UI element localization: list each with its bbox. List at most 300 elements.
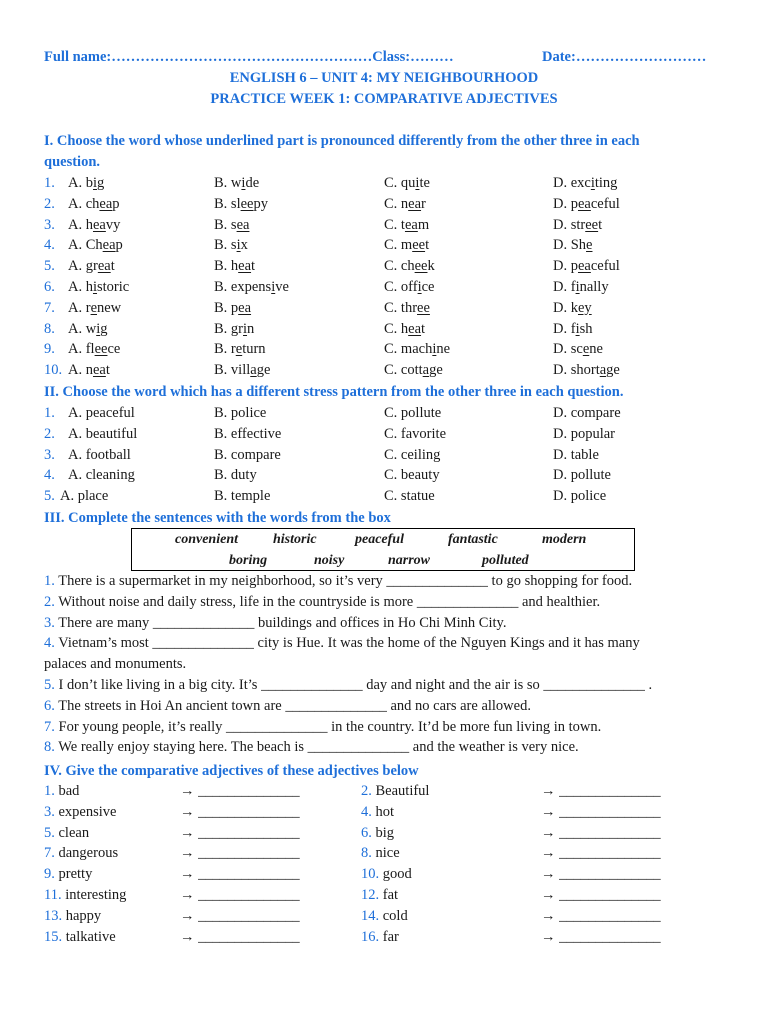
item-number: 12.: [361, 887, 380, 903]
answer-blank[interactable]: → ______________: [180, 866, 300, 883]
answer-blank[interactable]: → ______________: [541, 824, 661, 841]
answer-option[interactable]: [553, 215, 602, 236]
answer-blank[interactable]: → ______________: [180, 887, 300, 903]
underlined-part: e: [582, 341, 590, 358]
option-text: ve: [275, 279, 289, 295]
sentence-line: [44, 737, 724, 758]
box-word: boring: [229, 553, 268, 568]
option-text: A. r: [68, 299, 91, 316]
sentence-text: Without noise and daily stress, life in the countryside is more ______________ and healthier.: [54, 593, 601, 610]
comparative-row: [44, 843, 724, 864]
underlined-part: i: [432, 341, 437, 358]
answer-option[interactable]: [384, 215, 429, 236]
option-text: D. p: [553, 195, 578, 212]
question-number: 4.: [44, 467, 55, 484]
underlined-part: i: [415, 175, 420, 191]
question-row: [44, 235, 724, 256]
adjective-item: [361, 823, 394, 844]
sentence-line: [44, 613, 724, 634]
sentence-text: There are many ______________ buildings and offices in Ho Chi Minh City.: [54, 614, 507, 631]
answer-option[interactable]: [214, 256, 255, 277]
item-number: 9.: [44, 866, 55, 883]
comparative-row: [44, 906, 724, 927]
option-text: k: [427, 258, 435, 275]
sentence-text: I don’t like living in a big city. It’s ______________ day and night and the air is so ______________ .: [54, 677, 653, 693]
underlined-part: i: [236, 237, 241, 254]
answer-blank[interactable]: → ______________: [180, 907, 300, 924]
option-text: ting: [594, 175, 618, 191]
question-row: [44, 319, 724, 340]
answer-option[interactable]: [214, 173, 259, 194]
section2-heading: II. Choose the word which has a different stress pattern from the other three in each question.: [44, 384, 624, 400]
adjective-item: [44, 823, 89, 844]
option-text: t: [421, 320, 426, 337]
header-line: [44, 47, 724, 68]
adjective-text: good: [379, 866, 412, 883]
answer-option[interactable]: A. football: [68, 446, 131, 463]
answer-option[interactable]: [553, 194, 620, 215]
question-number: 6.: [44, 279, 55, 295]
underlined-part: ee: [240, 195, 254, 212]
option-text: A. gr: [68, 258, 98, 275]
answer-option[interactable]: A. cleaning: [68, 467, 135, 484]
section1-heading-cont: question.: [44, 154, 101, 170]
question-row: [44, 298, 724, 319]
question-number: 2.: [44, 425, 55, 442]
option-text: D. f: [553, 279, 576, 295]
answer-option[interactable]: [384, 360, 443, 381]
sentence-line: [44, 633, 724, 654]
adjective-item: [361, 885, 398, 906]
option-text: A. h: [68, 279, 93, 295]
sentence-number: 7.: [44, 718, 55, 735]
answer-option[interactable]: [384, 173, 430, 194]
underlined-part: i: [575, 320, 580, 337]
underlined-part: ee: [94, 341, 108, 358]
option-text: de: [245, 175, 260, 191]
item-number: 4.: [361, 803, 372, 820]
worksheet-title: ENGLISH 6 – UNIT 4: MY NEIGHBOURHOOD: [229, 70, 539, 86]
answer-blank[interactable]: → ______________: [541, 845, 661, 862]
comparative-row: [44, 864, 724, 885]
option-text: ceful: [590, 258, 620, 275]
answer-blank[interactable]: → ______________: [180, 803, 300, 820]
option-text: C. off: [384, 279, 418, 295]
adjective-item: [44, 927, 116, 948]
sentence-line: [44, 571, 724, 592]
option-text: ne: [589, 341, 603, 358]
answer-option[interactable]: D. pollute: [553, 467, 611, 484]
option-text: A. n: [68, 362, 93, 379]
answer-option[interactable]: D. police: [553, 488, 607, 505]
comparative-row: [44, 781, 724, 802]
adjective-text: hot: [371, 803, 395, 820]
option-text: p: [115, 237, 123, 254]
adjective-item: [44, 802, 116, 823]
sentence-text: There is a supermarket in my neighborhood, so it’s very ______________ to go shopping for food.: [54, 573, 633, 589]
option-text: D. Sh: [553, 237, 587, 254]
answer-option[interactable]: [384, 298, 430, 319]
option-text: x: [240, 237, 248, 254]
question-number: 5.: [44, 488, 55, 505]
adjective-text: happy: [62, 907, 102, 924]
option-text: B. w: [214, 175, 242, 191]
option-text: r: [421, 195, 426, 212]
underlined-part: e: [90, 299, 97, 316]
answer-blank[interactable]: → ______________: [541, 928, 661, 945]
option-text: turn: [242, 341, 266, 358]
adjective-item: [44, 843, 118, 864]
answer-option[interactable]: [68, 235, 123, 256]
comparative-row: [44, 823, 724, 844]
answer-blank[interactable]: → ______________: [180, 845, 300, 862]
sentence-number: 8.: [44, 739, 55, 756]
answer-option[interactable]: D. compare: [553, 405, 621, 421]
answer-blank[interactable]: → ______________: [541, 887, 661, 903]
question-row: [44, 403, 724, 424]
item-number: 8.: [361, 845, 372, 862]
question-number: 2.: [44, 195, 55, 212]
adjective-item: [44, 906, 101, 927]
answer-blank[interactable]: → ______________: [180, 783, 300, 799]
adjective-item: [361, 843, 400, 864]
option-text: ge: [429, 362, 443, 379]
answer-option[interactable]: [553, 298, 592, 319]
answer-option[interactable]: C. pollute: [384, 405, 442, 421]
option-text: g: [97, 175, 105, 191]
underlined-part: ea: [577, 195, 591, 212]
adjective-text: bad: [54, 783, 80, 799]
underlined-part: a: [599, 362, 607, 379]
underlined-part: ea: [92, 362, 106, 379]
option-text: vy: [105, 216, 121, 233]
sentence-number: 3.: [44, 614, 55, 631]
underlined-part: ea: [404, 216, 418, 233]
option-text: C. thr: [384, 299, 418, 316]
option-text: A. Ch: [68, 237, 103, 254]
underlined-part: ea: [97, 258, 111, 275]
answer-option[interactable]: [214, 360, 270, 381]
underlined-part: i: [271, 279, 276, 295]
question-row: [44, 256, 724, 277]
question-row: [44, 486, 724, 507]
adjective-item: [44, 885, 126, 906]
section1-heading: I. Choose the word whose underlined part is pronounced differently from the other three in each: [44, 133, 640, 149]
underlined-part: i: [243, 320, 248, 337]
option-text: C. h: [384, 320, 409, 337]
sentence-number: 1.: [44, 573, 55, 589]
full-name-field[interactable]: Full name:………………………………………………Class:………: [44, 49, 454, 65]
underlined-part: ee: [412, 237, 426, 254]
option-text: m: [417, 216, 430, 233]
sentence-number: 5.: [44, 677, 55, 693]
answer-option[interactable]: [214, 339, 266, 360]
sentence-line: [44, 654, 724, 675]
answer-option[interactable]: C. favorite: [384, 425, 447, 442]
item-number: 15.: [44, 928, 63, 945]
section4-heading: IV. Give the comparative adjectives of these adjectives below: [44, 763, 419, 779]
adjective-text: far: [379, 928, 399, 945]
answer-option[interactable]: B. police: [214, 405, 267, 421]
answer-option[interactable]: B. compare: [214, 446, 281, 463]
answer-option[interactable]: [384, 277, 434, 298]
answer-option[interactable]: A. beautiful: [68, 425, 138, 442]
option-text: D. sc: [553, 341, 583, 358]
sentence-text: The streets in Hoi An ancient town are ______________ and no cars are allowed.: [54, 697, 531, 714]
worksheet-subtitle: PRACTICE WEEK 1: COMPARATIVE ADJECTIVES: [210, 91, 558, 107]
answer-option[interactable]: [553, 277, 609, 298]
underlined-part: ee: [417, 299, 430, 316]
answer-blank[interactable]: → ______________: [541, 783, 661, 799]
answer-option[interactable]: A. peaceful: [68, 405, 135, 421]
option-text: B. h: [214, 258, 239, 275]
adjective-item: [361, 802, 394, 823]
item-number: 6.: [361, 824, 372, 841]
adjective-item: [361, 864, 412, 885]
answer-option[interactable]: [68, 298, 121, 319]
option-text: B. s: [214, 216, 237, 233]
option-text: D. k: [553, 299, 578, 316]
answer-option[interactable]: [68, 215, 120, 236]
sentence-number: 2.: [44, 593, 55, 610]
answer-option[interactable]: B. temple: [214, 488, 271, 505]
option-text: D. f: [553, 320, 576, 337]
answer-option[interactable]: [214, 215, 249, 236]
item-number: 1.: [44, 783, 55, 799]
underlined-part: e: [586, 237, 593, 254]
comparative-row: [44, 927, 724, 948]
answer-blank[interactable]: → ______________: [541, 803, 661, 820]
underlined-part: i: [96, 320, 101, 337]
underlined-part: i: [241, 175, 246, 191]
answer-option[interactable]: C. statue: [384, 488, 435, 505]
option-text: B. vill: [214, 362, 251, 379]
sentence-number: 6.: [44, 697, 55, 714]
sentence-text: For young people, it’s really ______________ in the country. It’d be more fun living in town.: [54, 718, 602, 735]
answer-option[interactable]: [214, 298, 251, 319]
answer-option[interactable]: [553, 360, 620, 381]
option-text: ce: [421, 279, 435, 295]
underlined-part: ea: [577, 258, 591, 275]
option-text: B. r: [214, 341, 236, 358]
underlined-part: ea: [92, 216, 106, 233]
question-row: [44, 339, 724, 360]
answer-option[interactable]: [384, 319, 425, 340]
adjective-text: talkative: [62, 928, 116, 945]
adjective-item: [361, 781, 429, 802]
question-number: 1.: [44, 175, 55, 191]
answer-option[interactable]: [68, 256, 115, 277]
underlined-part: i: [590, 175, 595, 191]
item-number: 16.: [361, 928, 380, 945]
question-row: [44, 277, 724, 298]
answer-option[interactable]: D. popular: [553, 425, 616, 442]
underlined-part: ee: [585, 216, 599, 233]
comparative-row: [44, 885, 724, 906]
option-text: C. m: [384, 237, 413, 254]
question-number: 9.: [44, 341, 55, 358]
answer-option[interactable]: [553, 235, 592, 256]
adjective-text: dangerous: [54, 845, 119, 862]
adjective-text: clean: [54, 824, 90, 841]
option-text: B. s: [214, 237, 237, 254]
date-field[interactable]: Date:………………………: [542, 49, 707, 65]
question-row: [44, 194, 724, 215]
option-text: C. cott: [384, 362, 423, 379]
sentence-number: 4.: [44, 635, 55, 652]
item-number: 14.: [361, 907, 380, 924]
adjective-text: interesting: [61, 887, 127, 903]
question-number: 10.: [44, 362, 63, 379]
item-number: 10.: [361, 866, 380, 883]
answer-blank[interactable]: → ______________: [180, 824, 300, 841]
word-box: [131, 528, 635, 571]
answer-option[interactable]: [214, 277, 289, 298]
answer-option[interactable]: [68, 173, 104, 194]
comparative-row: [44, 802, 724, 823]
option-text: p: [112, 195, 120, 212]
answer-option[interactable]: [384, 256, 435, 277]
underlined-part: ey: [577, 299, 592, 316]
box-word: noisy: [314, 553, 345, 568]
question-number: 1.: [44, 405, 55, 421]
answer-option[interactable]: B. effective: [214, 425, 282, 442]
answer-option[interactable]: [214, 194, 268, 215]
underlined-part: e: [235, 341, 243, 358]
adjective-text: expensive: [54, 803, 117, 820]
option-text: t: [251, 258, 256, 275]
sentence-text: palaces and monuments.: [44, 656, 187, 673]
underlined-part: ea: [408, 195, 422, 212]
underlined-part: ea: [102, 237, 116, 254]
underlined-part: a: [422, 362, 430, 379]
answer-option[interactable]: C. beauty: [384, 467, 440, 484]
option-text: C. ch: [384, 258, 415, 275]
item-number: 13.: [44, 907, 63, 924]
option-text: ce: [107, 341, 121, 358]
underlined-part: ea: [99, 195, 113, 212]
option-text: t: [425, 237, 430, 254]
option-text: t: [598, 216, 603, 233]
adjective-item: [361, 927, 399, 948]
option-text: B. sl: [214, 195, 241, 212]
option-text: g: [100, 320, 108, 337]
answer-option[interactable]: [553, 173, 617, 194]
box-word: historic: [273, 532, 317, 547]
option-text: ge: [606, 362, 620, 379]
option-text: nally: [579, 279, 609, 295]
adjective-text: cold: [379, 907, 408, 924]
option-text: A. fl: [68, 341, 95, 358]
option-text: D. exc: [553, 175, 591, 191]
underlined-part: ea: [238, 258, 252, 275]
answer-blank[interactable]: → ______________: [541, 866, 661, 883]
answer-option[interactable]: [553, 319, 593, 340]
item-number: 2.: [361, 783, 372, 799]
question-number: 3.: [44, 446, 55, 463]
answer-option[interactable]: [384, 235, 429, 256]
answer-option[interactable]: [68, 194, 120, 215]
underlined-part: ee: [414, 258, 428, 275]
answer-option[interactable]: B. duty: [214, 467, 257, 484]
sentence-line: [44, 717, 724, 738]
underlined-part: i: [575, 279, 580, 295]
option-text: py: [253, 195, 268, 212]
answer-option[interactable]: [553, 256, 620, 277]
option-text: ne: [436, 341, 451, 358]
option-text: D. short: [553, 362, 600, 379]
adjective-text: big: [371, 824, 395, 841]
box-word: modern: [542, 532, 587, 547]
answer-option[interactable]: [214, 235, 248, 256]
answer-option[interactable]: [68, 319, 107, 340]
answer-blank[interactable]: → ______________: [541, 907, 661, 924]
answer-blank[interactable]: → ______________: [180, 928, 300, 945]
box-word: polluted: [482, 553, 529, 568]
answer-option[interactable]: [384, 339, 450, 360]
answer-option[interactable]: [553, 339, 603, 360]
question-row: [44, 215, 724, 236]
item-number: 5.: [44, 824, 55, 841]
adjective-text: pretty: [54, 866, 93, 883]
option-text: te: [419, 175, 430, 191]
option-text: sh: [579, 320, 593, 337]
adjective-item: [44, 864, 92, 885]
question-row: [44, 173, 724, 194]
sentence-text: Vietnam’s most ______________ city is Hue. It was the home of the Nguyen Kings and it has many: [54, 635, 640, 652]
question-row: [44, 465, 724, 486]
option-text: A. b: [68, 175, 93, 191]
answer-option[interactable]: [384, 194, 426, 215]
sentence-line: [44, 675, 724, 696]
answer-option[interactable]: [68, 277, 129, 298]
option-text: C. n: [384, 195, 409, 212]
item-number: 7.: [44, 845, 55, 862]
option-text: B. p: [214, 299, 239, 316]
underlined-part: i: [417, 279, 422, 295]
option-text: B. gr: [214, 320, 243, 337]
answer-option[interactable]: [214, 319, 254, 340]
item-number: 3.: [44, 803, 55, 820]
adjective-text: fat: [379, 887, 399, 903]
option-text: t: [110, 258, 115, 275]
adjective-text: Beautiful: [371, 783, 430, 799]
box-word: convenient: [175, 532, 238, 547]
option-text: A. ch: [68, 195, 100, 212]
underlined-part: ea: [238, 299, 252, 316]
underlined-part: a: [250, 362, 257, 379]
question-number: 4.: [44, 237, 55, 254]
answer-option[interactable]: [68, 360, 110, 381]
option-text: storic: [97, 279, 130, 295]
box-word: peaceful: [355, 532, 404, 547]
option-text: A. w: [68, 320, 97, 337]
sentence-text: We really enjoy staying here. The beach is ______________ and the weather is very nice.: [54, 739, 579, 756]
answer-option[interactable]: D. table: [553, 446, 599, 463]
option-text: n: [247, 320, 255, 337]
question-number: 3.: [44, 216, 55, 233]
answer-option[interactable]: [68, 339, 120, 360]
box-word: fantastic: [448, 532, 498, 547]
option-text: C. mach: [384, 341, 433, 358]
option-text: D. p: [553, 258, 578, 275]
underlined-part: i: [92, 279, 98, 295]
question-row: [44, 445, 724, 466]
answer-option[interactable]: A. place: [60, 488, 109, 505]
section3-heading: III. Complete the sentences with the words from the box: [44, 510, 391, 526]
option-text: ge: [256, 362, 271, 379]
answer-option[interactable]: C. ceiling: [384, 446, 441, 463]
